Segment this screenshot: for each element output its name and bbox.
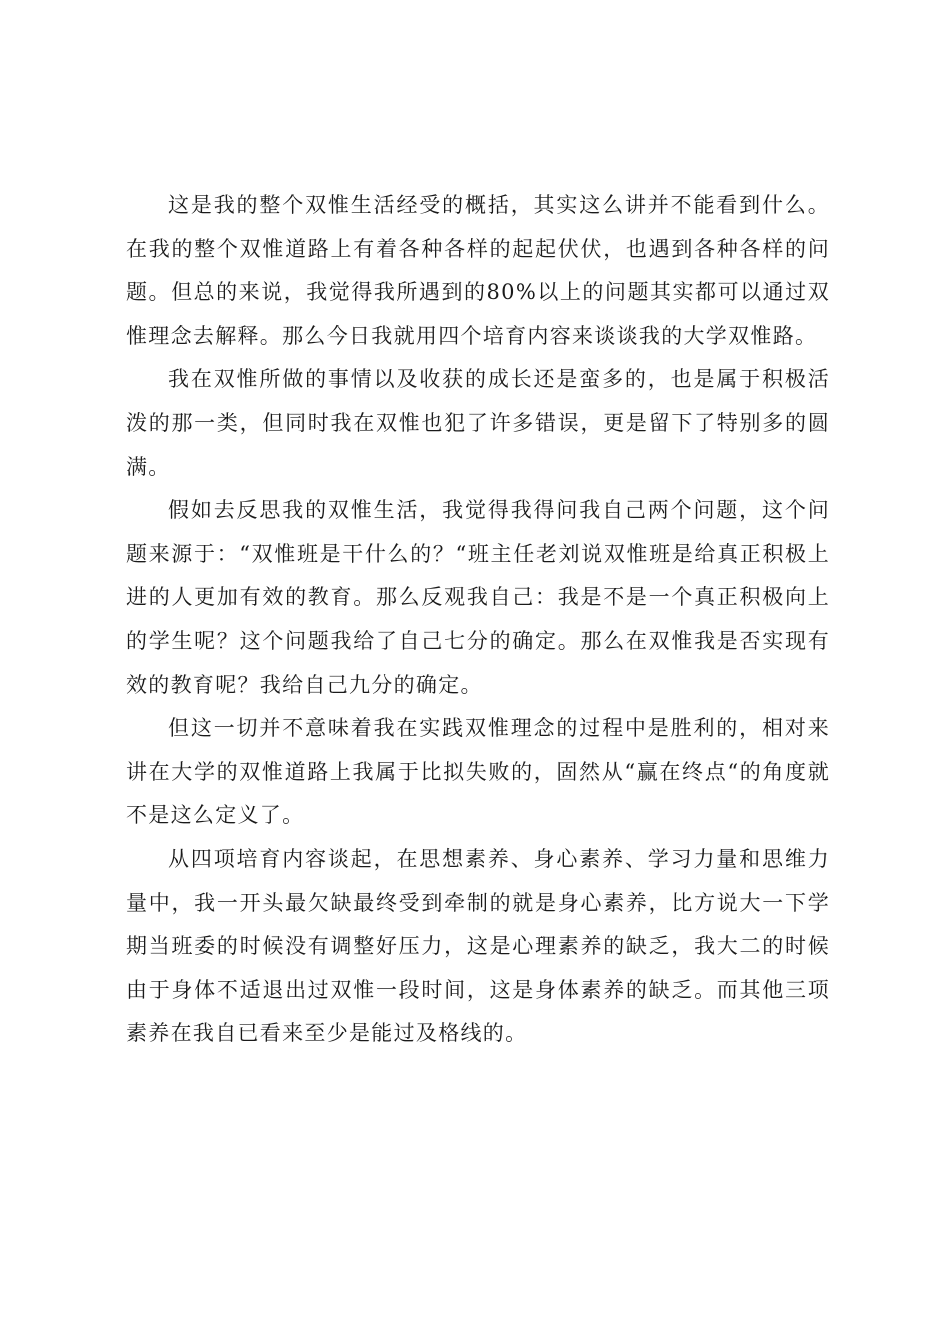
document-body (126, 184, 830, 1056)
paragraph-5: 从四项培育内容谈起，在思想素养、身心素养、学习力量和思维力量中，我一开头最欠缺最终受到牵制的就是身心素养，比方说大一下学期当班委的时候没有调整好压力，这是心理素养的缺乏，我大二的时候由于身体不适退出过双惟一段时间，这是身体素养的缺乏。而其他三项素养在我自已看来至少是能过及格线的。 (126, 846, 830, 1046)
paragraph-2: 我在双惟所做的事情以及收获的成长还是蛮多的，也是属于积极活泼的那一类，但同时我在双惟也犯了许多错误，更是留下了特别多的圆满。 (126, 367, 830, 479)
paragraph-4: 但这一切并不意味着我在实践双惟理念的过程中是胜利的，相对来讲在大学的双惟道路上我属于比拟失败的，固然从“赢在终点“的角度就不是这么定义了。 (126, 716, 830, 828)
paragraph-1: 这是我的整个双惟生活经受的概括，其实这么讲并不能看到什么。在我的整个双惟道路上有着各种各样的起起伏伏，也遇到各种各样的问题。但总的来说，我觉得我所遇到的80%以上的问题其实都可以通过双惟理念去解释。那么今日我就用四个培育内容来谈谈我的大学双惟路。 (126, 193, 830, 348)
paragraph-3: 假如去反思我的双惟生活，我觉得我得问我自己两个问题，这个问题来源于：“双惟班是干什么的？“班主任老刘说双惟班是给真正积极上进的人更加有效的教育。那么反观我自己：我是不是一个真正积极向上的学生呢？这个问题我给了自己七分的确定。那么在双惟我是否实现有效的教育呢？我给自己九分的确定。 (126, 498, 830, 697)
